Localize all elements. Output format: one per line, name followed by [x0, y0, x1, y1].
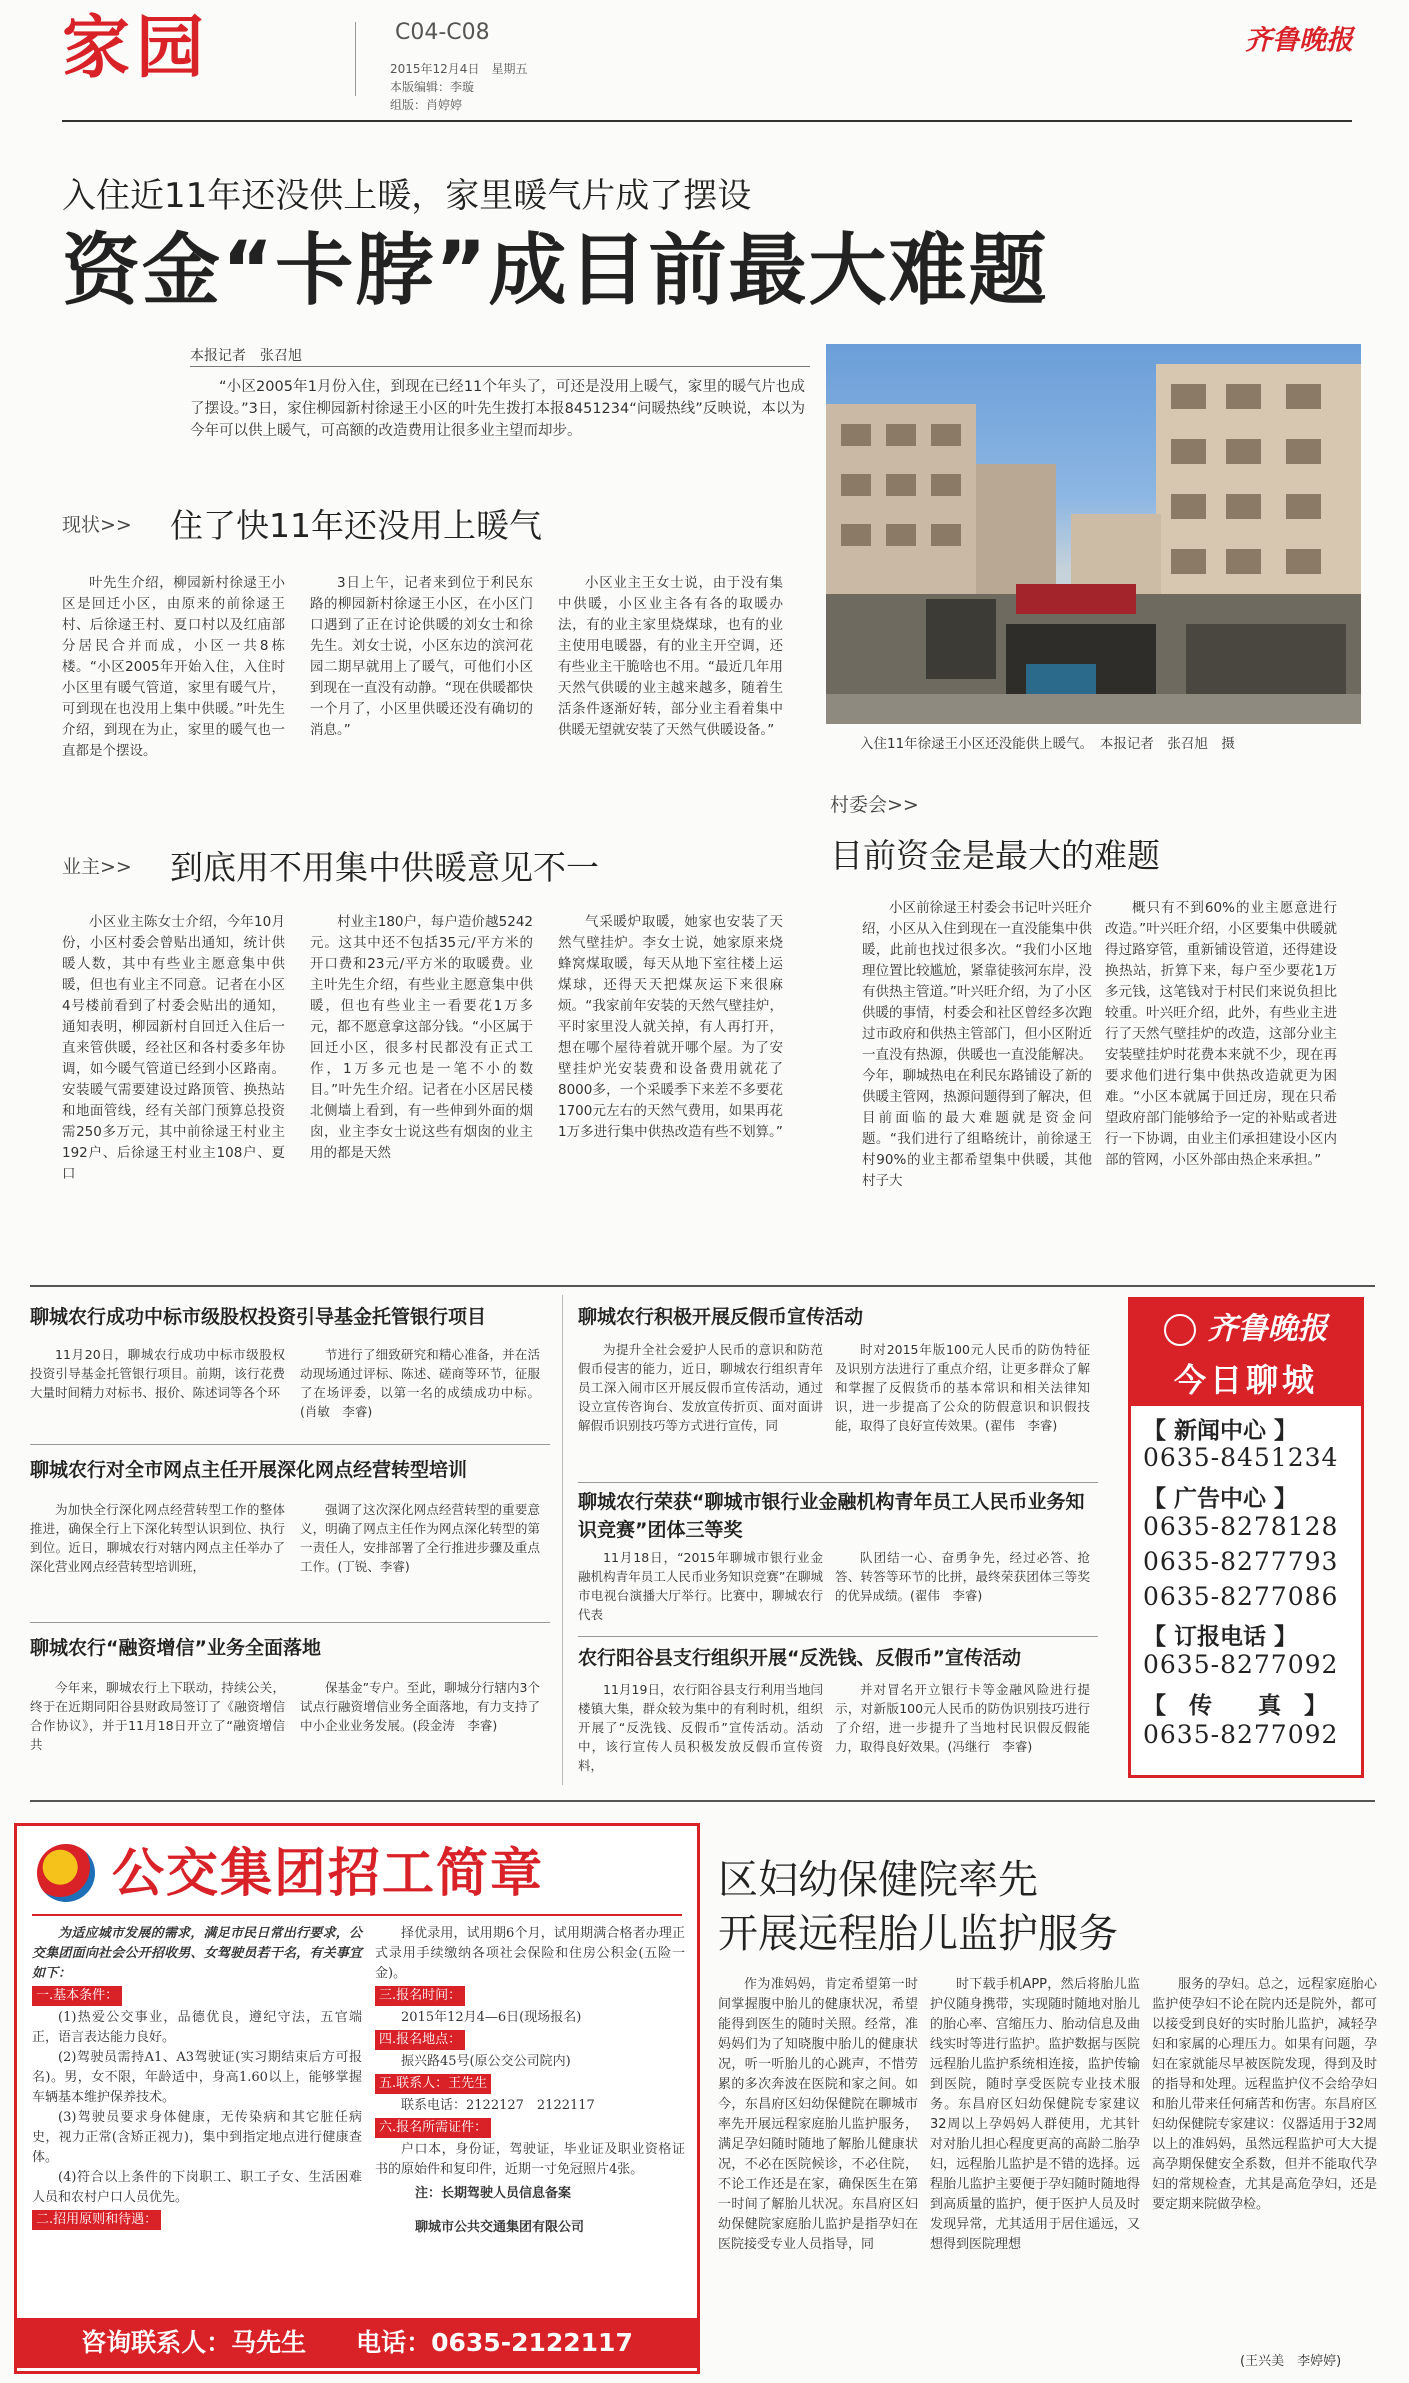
- hotline-news-phone: 0635-8451234: [1143, 1443, 1339, 1472]
- ad-title-rule: [32, 1914, 682, 1916]
- s1-column-3-text: 小区业主王女士说，由于没有集中供暖，小区业主各有各的取暖办法，有的业主家里烧煤球，也有的业主使用电暖器，有的业主开空调，还有些业主干脆啥也不用。“最近几年用天然气供暖的业主越来越多，随着生活条件逐渐好转，部分业主看着集中供暖无望就安装了天然气供暖设备。”: [558, 575, 783, 738]
- s3-column-1: [862, 898, 1092, 1258]
- s1-column-1: [62, 573, 285, 803]
- section-title: 家园: [62, 9, 211, 88]
- brief-3-col-1-text: 今年来，聊城农行上下联动，持续公关，终于在近期同阳谷县财政局签订了《融资增信合作协议》，并于11月18日开立了“融资增信共: [30, 1680, 285, 1752]
- brief-title-3: 聊城农行“融资增信”业务全面落地: [30, 1637, 321, 1659]
- s1-column-3: [558, 573, 783, 803]
- hotline-fax-label: 【 传 真 】: [1143, 1693, 1327, 1719]
- s2-column-3: [558, 912, 783, 1257]
- ad-item-4: (4)符合以上条件的下岗职工、职工子女、生活困难人员和农村户口人员优先。: [32, 2170, 362, 2205]
- brief-1-col-1: [30, 1345, 285, 1437]
- recruitment-ad: [14, 1823, 700, 2374]
- briefs-bottom-rule: [30, 1800, 1375, 1802]
- ad-left-column: [32, 1924, 362, 2230]
- brief-2-col-2: [300, 1500, 540, 1615]
- story-lead-text: “小区2005年1月份入住，到现在已经11个年头了，可还是没用上暖气，家里的暖气片也成了摆设。”3日，家住柳园新村徐逯王小区的叶先生拨打本报8451234“问暖热线”反映说，本以为今年可以供上暖气，可高额的改造费用让很多业主望而却步。: [190, 379, 805, 439]
- ad-logo-icon: [37, 1844, 95, 1902]
- s2-column-2: [310, 912, 533, 1257]
- brief-title-2: 聊城农行对全市网点主任开展深化网点经营转型培训: [30, 1459, 468, 1481]
- brief-6-col-1: [578, 1680, 823, 1780]
- brief-2-col-2-text: 强调了这次深化网点经营转型的重要意义，明确了网点主任作为网点深化转型的第一责任人，安排部署了全行推进步骤及重点工作。(丁锐、李睿): [300, 1502, 540, 1574]
- ad-right-column: [375, 1924, 685, 2238]
- brief-title-5: [578, 1488, 1098, 1544]
- section-title-village: 目前资金是最大的难题: [830, 836, 1160, 875]
- ad-contact-heading: 五.联系人：王先生: [375, 2074, 491, 2094]
- hospital-column-2-text: 时下载手机APP，然后将胎儿监护仪随身携带，实现随时随地对胎儿的胎心率、宫缩压力、胎动信息及曲线实时等进行监护。监护数据与医院远程胎儿监护系统相连接，监护传输到医院，随时享受医院专业技术服务。东昌府区妇幼保健院专家建议32周以上孕妈妈人群使用，尤其针对对胎儿担心程度更高的高龄二胎孕妇，远程胎儿监护是不错的选择。远程胎儿监护主要便于孕妇随时随地得到高质量的监护，便于医护人员及时发现异常，尤其适用于居住遥远，又想得到医院理想: [930, 1977, 1140, 2252]
- hotline-ad-phone-3: 0635-8277086: [1143, 1582, 1339, 1611]
- page-layout-credit: 组版：肖婷婷: [390, 98, 463, 112]
- hotline-logo: [1131, 1300, 1361, 1358]
- hotline-subscribe-label: 【 订报电话 】: [1143, 1624, 1298, 1650]
- brief-6-col-1-text: 11月19日，农行阳谷县支行利用当地闫楼镇大集，群众较为集中的有利时机，组织开展了“反洗钱、反假币”宣传活动。活动中，该行宣传人员积极发放反假币宣传资料，: [578, 1682, 823, 1773]
- masthead-rule: [62, 120, 1352, 122]
- ad-docs: 户口本，身份证，驾驶证，毕业证及职业资格证书的原始件和复印件，近期一寸免冠照片4张。: [375, 2142, 685, 2177]
- hotline-logo-text: 齐鲁晚报: [1207, 1311, 1328, 1347]
- story-headline: 资金“卡脖”成目前最大难题: [62, 226, 1049, 316]
- brief-divider-4: [578, 1482, 1098, 1483]
- s3-column-1-text: 小区前徐逯王村委会书记叶兴旺介绍，小区从入住到现在一直没能集中供暖，此前也找过很多次。“我们小区地理位置比较尴尬，紧靠徒骇河东岸，没有供热主管道。”叶兴旺介绍，为了小区供暖的事情，村委会和社区曾经多次跑过市政府和供热主管部门，但小区附近一直没有热源，供暖也一直没能解决。今年，聊城热电在利民东路铺设了新的供暖主管网，热源问题得到了解决，但目前面临的最大难题就是资金问题。“我们进行了组略统计，前徐逯王村90%的业主都希望集中供暖，其他村子大: [862, 900, 1092, 1189]
- page-range: C04-C08: [395, 20, 490, 45]
- ad-item-1: (1)热爱公交事业，品德优良，遵纪守法，五官端正，语言表达能力良好。: [32, 2010, 362, 2045]
- hospital-column-3-text: 服务的孕妇。总之，远程家庭胎心监护使孕妇不论在院内还是院外，都可以接受到良好的实时胎儿监护，减轻孕妇和家属的心理压力。如果有问题，孕妇在家就能尽早被医院发现，得到及时的指导和处理。远程监护仪不会给孕妇和胎儿带来任何痛苦和伤害。东昌府区妇幼保健院专家建议：仪器适用于32周以上的准妈妈，虽然远程监护可大大提高孕期保健安全系数，但并不能取代孕妇的常规检查，尤其是高危孕妇，还是要定期来院做孕检。: [1152, 1977, 1377, 2212]
- brief-2-col-1-text: 为加快全行深化网点经营转型工作的整体推进，确保全行上下深化转型认识到位、执行到位。近日，聊城农行对辖内网点主任举办了深化营业网点经营转型培训班，: [30, 1502, 285, 1574]
- hotline-news-label: 【 新闻中心 】: [1143, 1418, 1298, 1444]
- hotline-title: 今日聊城: [1131, 1358, 1361, 1406]
- masthead-divider: [355, 22, 356, 96]
- hotline-logo-icon: [1164, 1314, 1196, 1346]
- hospital-headline-line-2: 开展远程胎儿监护服务: [718, 1911, 1118, 1957]
- hotline-box: [1128, 1297, 1364, 1778]
- section-tag-owners: 业主>>: [62, 856, 132, 878]
- newspaper-logo: 齐鲁晚报: [1245, 25, 1353, 56]
- brief-1-col-2: [300, 1345, 540, 1437]
- hotline-ad-phone-1: 0635-8278128: [1143, 1512, 1339, 1541]
- ad-docs-heading: 六.报名所需证件：: [375, 2118, 491, 2138]
- s2-column-2-text: 村业主180户，每户造价越5242元。这其中还不包括35元/平方米的开口费和23元/平方米的取暖费。业主叶先生介绍，有些业主愿意集中供暖，但也有些业主一看要花1万多元，都不愿意拿这部分钱。“小区属于回迁小区，很多村民都没有正式工作，1万多元也是一笔不小的数目。”叶先生介绍。记者在小区居民楼北侧墙上看到，有一些伸到外面的烟囱，业主李女士说这些有烟囱的业主用的都是天然: [310, 914, 533, 1161]
- brief-4-col-2-text: 时对2015年版100元人民币的防伪特征及识别方法进行了重点介绍，让更多群众了解和掌握了反假货币的基本常识和相关法律知识，进一步提高了公众的防假意识和识假技能，取得了良好宣传效果。(翟伟 李睿): [835, 1342, 1090, 1433]
- building-photo-illustration: [826, 344, 1361, 724]
- brief-6-col-2: [835, 1680, 1090, 1780]
- ad-place: 振兴路45号(原公交公司院内): [401, 2054, 571, 2069]
- photo-caption: 入住11年徐逯王小区还没能供上暖气。 本报记者 张召旭 摄: [860, 736, 1235, 752]
- ad-item-3: (3)驾驶员要求身体健康，无传染病和其它脏任病史，视力正常(含矫正视力)，集中到指定地点进行健康查体。: [32, 2110, 362, 2165]
- brief-4-col-2: [835, 1340, 1090, 1478]
- s2-column-1-text: 小区业主陈女士介绍，今年10月份，小区村委会曾贴出通知，统计供暖人数，其中有些业主愿意集中供暖，但也有业主不同意。记者在小区4号楼前看到了村委会贴出的通知，通知表明，柳园新村自回迁入住后一直来管供暖，经社区和各村委多年协调，如今暖气管道已经到小区路南。安装暖气需要建设过路顶管、换热站和地面管线，经有关部门预算总投资需250多万元，其中前徐逯王村业主192户、后徐逯王村业主108户、夏口: [62, 914, 285, 1182]
- ad-basic-heading: 一.基本条件：: [32, 1986, 122, 2006]
- section-title-status: 住了快11年还没用上暖气: [170, 506, 542, 545]
- brief-divider-5: [578, 1636, 1098, 1637]
- ad-place-heading: 四.报名地点：: [375, 2030, 465, 2050]
- brief-divider-2: [30, 1622, 550, 1623]
- ad-contact-bar: 咨询联系人：马先生 电话：0635-2122117: [17, 2318, 697, 2368]
- s2-column-3-text: 气采暖炉取暖，她家也安装了天然气壁挂炉。李女士说，她家原来烧蜂窝煤取暖，每天从地下室往楼上运煤球，还得天天把煤灰运下来很麻烦。“我家前年安装的天然气壁挂炉，平时家里没人就关掉，有人再打开，想在哪个屋待着就开哪个屋。为了安壁挂炉光安装费和设备费用就花了8000多，一个采暖季下来差不多要花1700元左右的天然气费用，如果再花1万多进行集中供热改造有些不划算。”: [558, 914, 783, 1140]
- hospital-column-3: [1152, 1975, 1377, 2345]
- page-editor: 本版编辑：李璇: [390, 80, 475, 94]
- brief-divider-1: [30, 1444, 550, 1445]
- brief-5-col-2-text: 队团结一心、奋勇争先，经过必答、抢答、转答等环节的比拼，最终荣获团体三等奖的优异成绩。(翟伟 李睿): [835, 1550, 1090, 1603]
- s1-column-1-text: 叶先生介绍，柳园新村徐逯王小区是回迁小区，由原来的前徐逯王村、后徐逯王村、夏口村以及红庙部分居民合并而成，小区一共8栋楼。“小区2005年开始入住，入住时小区里有暖气管道，家里有暖气片，可到现在也没用上集中供暖。”叶先生介绍，到现在为止，家里的暖气也一直都是个摆设。: [62, 575, 285, 759]
- brief-5-col-2: [835, 1548, 1090, 1630]
- ad-intro: 为适应城市发展的需求，满足市民日常出行要求，公交集团面向社会公开招收男、女驾驶员若干名，有关事宜如下：: [32, 1926, 362, 1981]
- hotline-ad-phone-2: 0635-8277793: [1143, 1547, 1339, 1576]
- brief-5-col-1: [578, 1548, 823, 1630]
- hospital-headline-line-1: 区妇幼保健院率先: [718, 1857, 1038, 1903]
- brief-4-col-1-text: 为提升全社会爱护人民币的意识和防范假币侵害的能力，近日，聊城农行组织青年员工深入闹市区开展反假币宣传活动，通过设立宣传咨询台、发放宣传折页、面对面讲解假币识别技巧等方式进行宣传，同: [578, 1342, 823, 1433]
- section-tag-status: 现状>>: [62, 514, 132, 536]
- briefs-column-divider: [562, 1295, 563, 1785]
- story-lead: [190, 376, 805, 486]
- byline-rule: [190, 366, 810, 367]
- hospital-column-1-text: 作为准妈妈，肯定希望第一时间掌握腹中胎儿的健康状况，希望能得到医生的随时关照。经常，准妈妈们为了知晓腹中胎儿的健康状况，听一听胎儿的心跳声，不惜劳累的多次奔波在医院和家之间。如今，东昌府区妇幼保健院在聊城市率先开展远程家庭胎儿监护服务，满足孕妇随时随地了解胎儿健康状况，不必在医院候诊，不必住院，不论工作还是在家，确保医生在第一时间了解胎儿状况。东昌府区妇幼保健院家庭胎儿监护是指孕妇在医院接受专业人员指导，同: [718, 1977, 918, 2252]
- brief-3-col-2-text: 保基金”专户。至此，聊城分行辖内3个试点行融资增信业务全面落地，有力支持了中小企业业务发展。(段金涛 李睿): [300, 1680, 540, 1733]
- story-photo: [826, 344, 1361, 724]
- brief-3-col-2: [300, 1678, 540, 1778]
- brief-1-col-1-text: 11月20日，聊城农行成功中标市级股权投资引导基金托管银行项目。前期，该行花费大量时间精力对标书、报价、陈述词等各个环: [30, 1347, 285, 1400]
- brief-1-col-2-text: 节进行了细致研究和精心准备，并在活动现场通过评标、陈述、磋商等环节，征服了在场评委，以第一名的成绩成功中标。(肖敏 李睿): [300, 1347, 540, 1419]
- hotline-ad-label: 【 广告中心 】: [1143, 1486, 1298, 1512]
- brief-2-col-1: [30, 1500, 285, 1615]
- ad-time-heading: 三.报名时间：: [375, 1986, 465, 2006]
- brief-title-4: 聊城农行积极开展反假币宣传活动: [578, 1306, 864, 1328]
- s3-column-2: [1105, 898, 1337, 1258]
- story-byline: 本报记者 张召旭: [190, 348, 302, 364]
- hospital-column-1: [718, 1975, 918, 2375]
- ad-phone-line: 联系电话：2122127 2122117: [401, 2098, 595, 2113]
- brief-title-1: 聊城农行成功中标市级股权投资引导基金托管银行项目: [30, 1306, 487, 1328]
- story-bottom-rule: [30, 1285, 1375, 1287]
- brief-3-col-1: [30, 1678, 285, 1778]
- s1-column-2-text: 3日上午，记者来到位于利民东路的柳园新村徐逯王小区，在小区门口遇到了正在讨论供暖的刘女士和徐先生。刘女士说，小区东边的滨河花园二期早就用上了暖气，可他们小区到现在一直没有动静。“现在供暖都快一个月了，小区里供暖还没有确切的消息。”: [310, 575, 533, 738]
- ad-time: 2015年12月4—6日(现场报名): [401, 2010, 582, 2025]
- brief-4-col-1: [578, 1340, 823, 1478]
- section-title-owners: 到底用不用集中供暖意见不一: [170, 848, 599, 887]
- story-kicker: 入住近11年还没供上暖，家里暖气片成了摆设: [62, 176, 752, 216]
- hospital-column-2: [930, 1975, 1140, 2375]
- brief-6-col-2-text: 并对冒名开立银行卡等金融风险进行提示，对新版100元人民币的防伪识别技巧进行了介绍，进一步提升了当地村民识假反假能力，取得良好效果。(冯继行 李睿): [835, 1682, 1090, 1754]
- s3-column-2-text: 概只有不到60%的业主愿意进行改造。”叶兴旺介绍，小区要集中供暖就得过路穿管，重新铺设管道，还得建设换热站，折算下来，每户至少要花1万多元钱，这笔钱对于村民们来说负担比较重。叶兴旺介绍，此外，有些业主进行了天然气壁挂炉的改造，这部分业主安装壁挂炉时花费本来就不少，现在再要求他们进行集中供热改造就更为困难。“小区本就属于回迁房，现在只希望政府部门能够给予一定的补贴或者进行一下协调，由业主们承担建设小区内部的管网，小区外部由热企来承担。”: [1105, 900, 1337, 1168]
- section-tag-village: 村委会>>: [830, 794, 919, 816]
- s1-column-2: [310, 573, 533, 803]
- issue-date: 2015年12月4日 星期五: [390, 62, 528, 76]
- hotline-subscribe-phone: 0635-8277092: [1143, 1650, 1339, 1679]
- ad-title: 公交集团招工简章: [112, 1844, 545, 1904]
- brief-title-6: 农行阳谷县支行组织开展“反洗钱、反假币”宣传活动: [578, 1647, 1021, 1669]
- ad-terms-text: 择优录用，试用期6个月，试用期满合格者办理正式录用手续缴纳各项社会保险和住房公积金(五险一金)。: [375, 1926, 685, 1981]
- s2-column-1: [62, 912, 285, 1257]
- hotline-fax-phone: 0635-8277092: [1143, 1720, 1339, 1749]
- hospital-credit: (王兴美 李婷婷): [1240, 2354, 1342, 2369]
- brief-5-col-1-text: 11月18日，“2015年聊城市银行业金融机构青年员工人民币业务知识竞赛”在聊城市电视台演播大厅举行。比赛中，聊城农行代表: [578, 1550, 823, 1622]
- brief-title-5-text: 聊城农行荣获“聊城市银行业金融机构青年员工人民币业务知识竞赛”团体三等奖: [578, 1491, 1085, 1541]
- ad-company: 聊城市公共交通集团有限公司: [415, 2220, 585, 2235]
- ad-terms-heading: 二.招用原则和待遇：: [32, 2210, 161, 2230]
- ad-note: 注：长期驾驶人员信息备案: [415, 2186, 572, 2201]
- ad-item-2: (2)驾驶员需持A1、A3驾驶证(实习期结束后方可报名)。男，女不限，年龄适中，身高1.60以上，能够掌握车辆基本维护保养技术。: [32, 2050, 362, 2105]
